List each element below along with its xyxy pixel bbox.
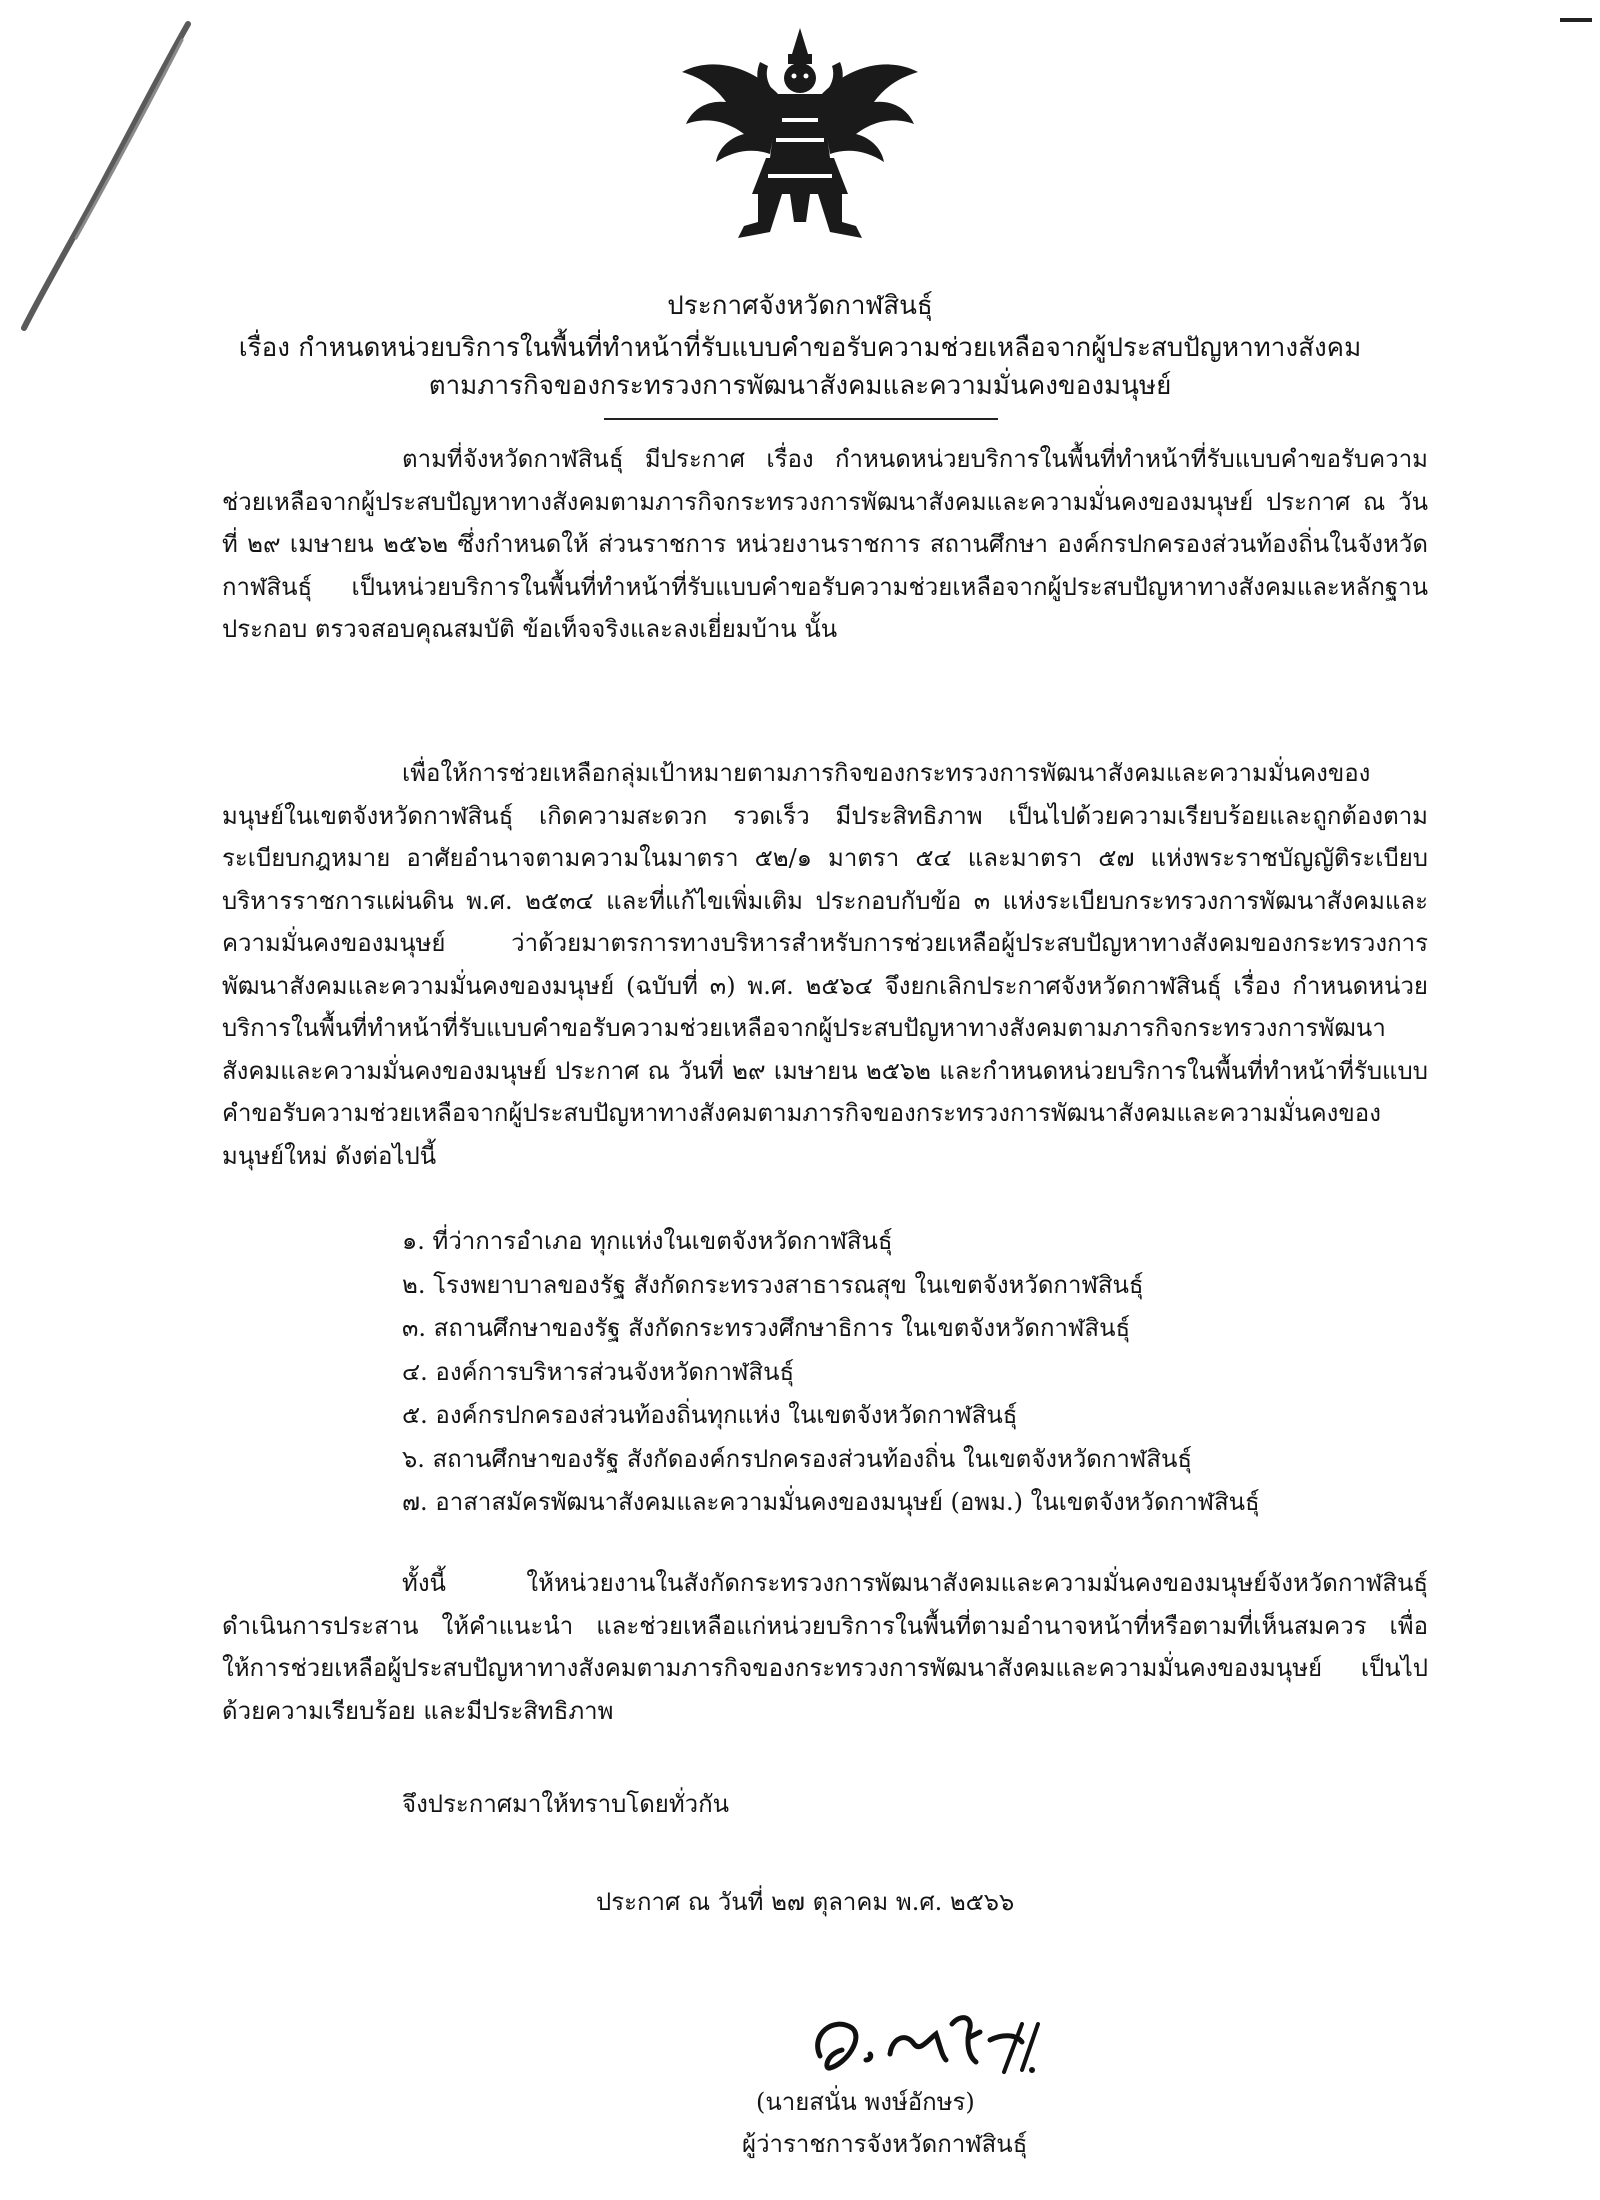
body-paragraph-3: ทั้งนี้ ให้หน่วยงานในสังกัดกระทรวงการพัฒนาสังคมและความมั่นคงของมนุษย์จังหวัดกาฬสินธุ์ ดำเนินการประสาน ให้คำแนะนำ และช่วยเหลือแก่หน่วยบริการในพื้นที่ตามอำนาจหน้าที่หรือตามที่เห็นสมควร เพื่อให้การช่วยเหลือผู้ประสบปัญหาทางสังคมตามภารกิจของกระทรวงการพัฒนาสังคมและความมั่นคงของมนุษย์ เป็นไปด้วยความเรียบร้อย และมีประสิทธิภาพ <box>222 1569 1428 1725</box>
signer-position: ผู้ว่าราชการจังหวัดกาฬสินธุ์ <box>742 2130 1028 2158</box>
pen-stroke-mark <box>6 10 206 340</box>
list-item: ๖. สถานศึกษาของรัฐ สังกัดองค์กรปกครองส่วนท้องถิ่น ในเขตจังหวัดกาฬสินธุ์ <box>402 1444 1193 1473</box>
announcement-subject-line2: ตามภารกิจของกระทรวงการพัฒนาสังคมและความมั่นคงของมนุษย์ <box>428 371 1172 401</box>
announcement-date: ประกาศ ณ วันที่ ๒๗ ตุลาคม พ.ศ. ๒๕๖๖ <box>596 1888 1015 1916</box>
list-item: ๒. โรงพยาบาลของรัฐ สังกัดกระทรวงสาธารณสุข ในเขตจังหวัดกาฬสินธุ์ <box>402 1270 1144 1299</box>
announcement-title: ประกาศจังหวัดกาฬสินธุ์ <box>667 291 933 321</box>
service-unit-list <box>402 1220 1432 1525</box>
corner-mark <box>1560 18 1592 22</box>
body-paragraph-2: เพื่อให้การช่วยเหลือกลุ่มเป้าหมายตามภารกิจของกระทรวงการพัฒนาสังคมและความมั่นคงของมนุษย์ในเขตจังหวัดกาฬสินธุ์ เกิดความสะดวก รวดเร็ว มีประสิทธิภาพ เป็นไปด้วยความเรียบร้อยและถูกต้องตามระเบียบกฎหมาย อาศัยอำนาจตามความในมาตรา ๕๒/๑ มาตรา ๕๔ และมาตรา ๕๗ แห่งพระราชบัญญัติระเบียบบริหารราชการแผ่นดิน พ.ศ. ๒๕๓๔ และที่แก้ไขเพิ่มเติม ประกอบกับข้อ ๓ แห่งระเบียบกระทรวงการพัฒนาสังคมและความมั่นคงของมนุษย์ ว่าด้วยมาตรการทางบริหารสำหรับการช่วยเหลือผู้ประสบปัญหาทางสังคมของกระทรวงการพัฒนาสังคมและความมั่นคงของมนุษย์ (ฉบับที่ ๓) พ.ศ. ๒๕๖๔ จึงยกเลิกประกาศจังหวัดกาฬสินธุ์ เรื่อง กำหนดหน่วยบริการในพื้นที่ทำหน้าที่รับแบบคำขอรับความช่วยเหลือจากผู้ประสบปัญหาทางสังคมตามภารกิจกระทรวงการพัฒนาสังคมและความมั่นคงของมนุษย์ ประกาศ ณ วันที่ ๒๙ เมษายน ๒๕๖๒ และกำหนดหน่วยบริการในพื้นที่ทำหน้าที่รับแบบคำขอรับความช่วยเหลือจากผู้ประสบปัญหาทางสังคมตามภารกิจของกระทรวงการพัฒนาสังคมและความมั่นคงของมนุษย์ใหม่ ดังต่อไปนี้ <box>222 759 1428 1170</box>
heading-divider <box>604 418 998 420</box>
announcement-subject-line1: เรื่อง กำหนดหน่วยบริการในพื้นที่ทำหน้าที่รับแบบคำขอรับความช่วยเหลือจากผู้ประสบปัญหาทางสังคม <box>238 333 1362 363</box>
list-item: ๓. สถานศึกษาของรัฐ สังกัดกระทรวงศึกษาธิการ ในเขตจังหวัดกาฬสินธุ์ <box>402 1314 1131 1342</box>
closing-statement: จึงประกาศมาให้ทราบโดยทั่วกัน <box>402 1790 730 1818</box>
garuda-emblem-icon <box>672 26 928 246</box>
list-item: ๑. ที่ว่าการอำเภอ ทุกแห่งในเขตจังหวัดกาฬสินธุ์ <box>402 1227 893 1255</box>
list-item: ๕. องค์กรปกครองส่วนท้องถิ่นทุกแห่ง ในเขตจังหวัดกาฬสินธุ์ <box>402 1401 1018 1429</box>
list-item: ๔. องค์การบริหารส่วนจังหวัดกาฬสินธุ์ <box>402 1357 795 1386</box>
signer-name: (นายสนั่น พงษ์อักษร) <box>756 2088 975 2116</box>
body-paragraph-1: ตามที่จังหวัดกาฬสินธุ์ มีประกาศ เรื่อง กำหนดหน่วยบริการในพื้นที่ทำหน้าที่รับแบบคำขอรับความช่วยเหลือจากผู้ประสบปัญหาทางสังคมตามภารกิจกระทรวงการพัฒนาสังคมและความมั่นคงของมนุษย์ ประกาศ ณ วันที่ ๒๙ เมษายน ๒๕๖๒ ซึ่งกำหนดให้ ส่วนราชการ หน่วยงานราชการ สถานศึกษา องค์กรปกครองส่วนท้องถิ่นในจังหวัดกาฬสินธุ์ เป็นหน่วยบริการในพื้นที่ทำหน้าที่รับแบบคำขอรับความช่วยเหลือจากผู้ประสบปัญหาทางสังคมและหลักฐานประกอบ ตรวจสอบคุณสมบัติ ข้อเท็จจริงและลงเยี่ยมบ้าน นั้น <box>222 445 1428 643</box>
list-item: ๗. อาสาสมัครพัฒนาสังคมและความมั่นคงของมนุษย์ (อพม.) ในเขตจังหวัดกาฬสินธุ์ <box>402 1488 1260 1516</box>
handwritten-signature <box>790 1994 1060 2084</box>
